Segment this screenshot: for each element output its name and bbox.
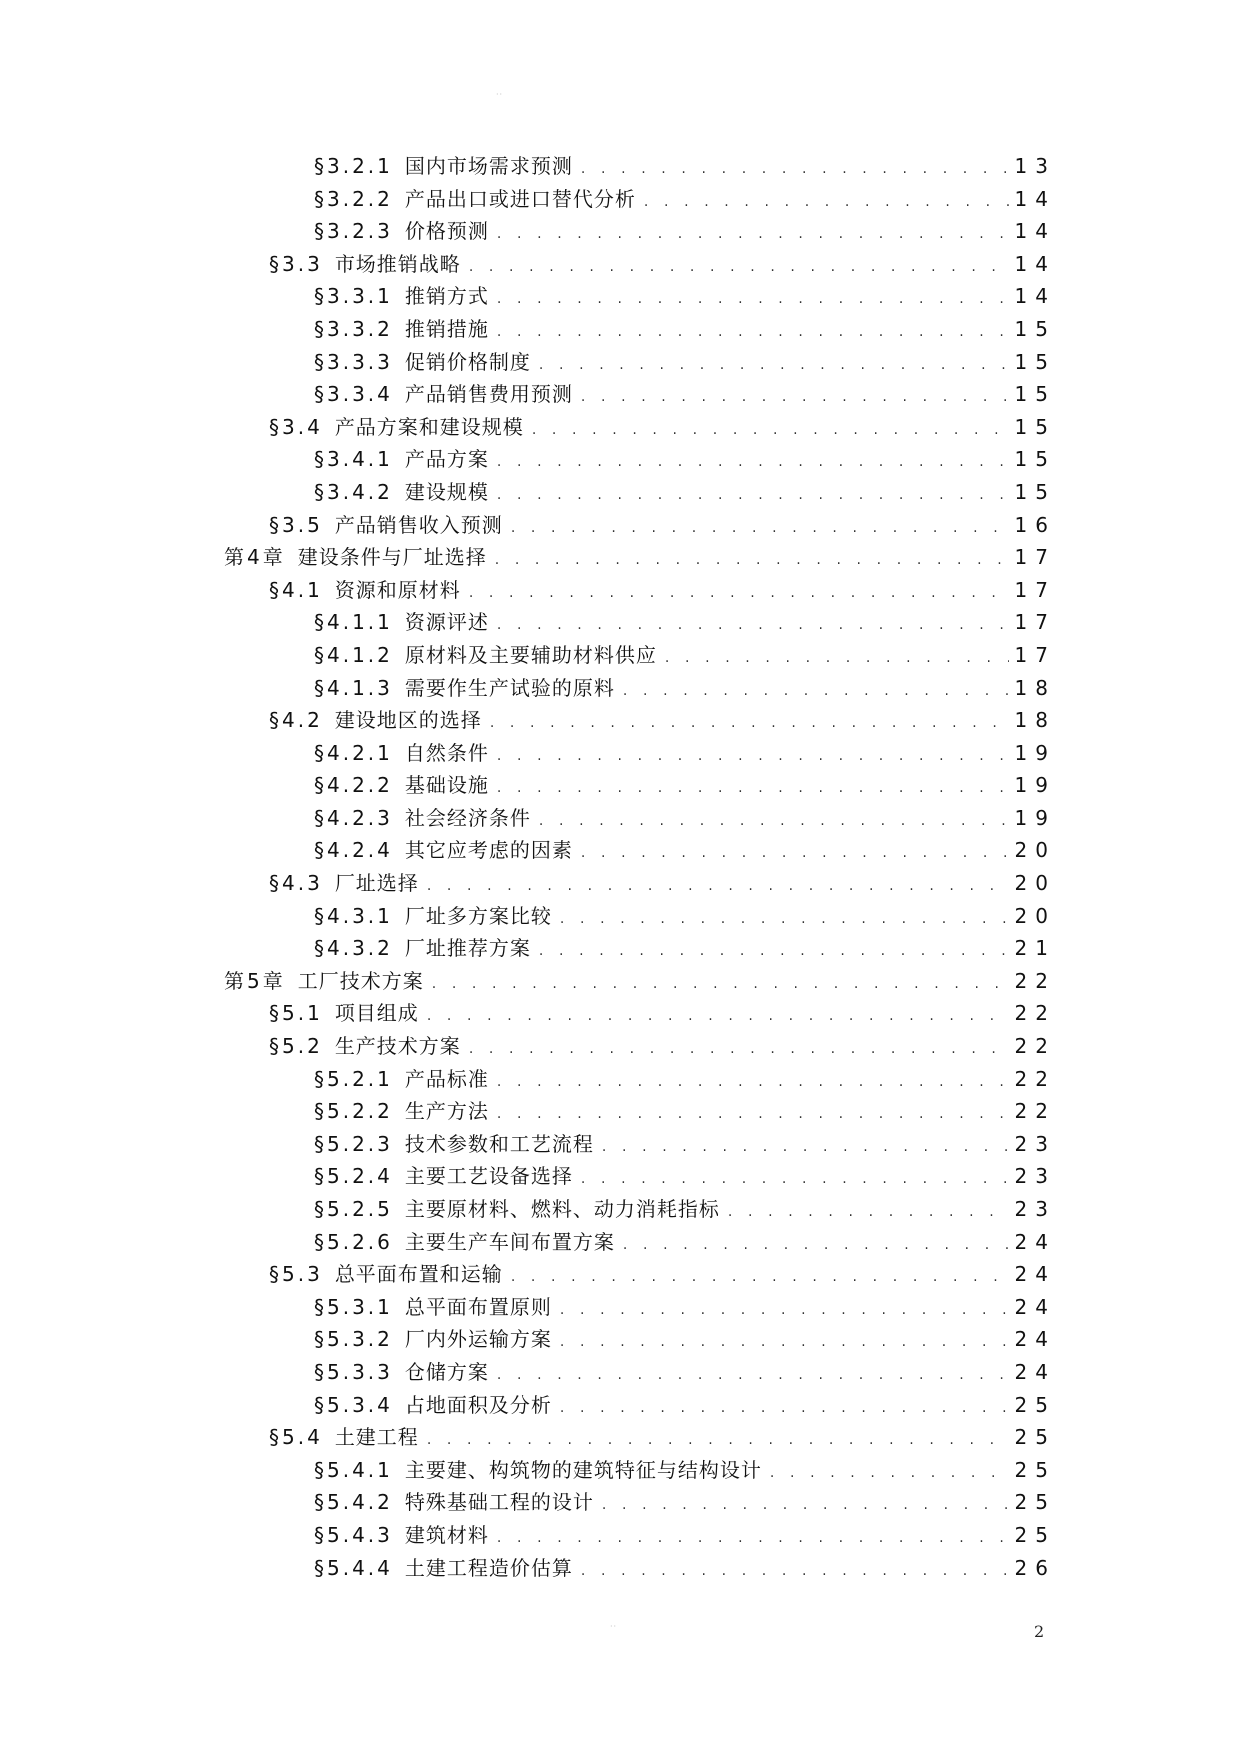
toc-entry-title: 建设条件与厂址选择 (297, 545, 487, 570)
toc-entry-number: §5.3.3 (314, 1359, 393, 1384)
toc-entry-number: §3.4 (269, 414, 323, 439)
toc-entry[interactable] (224, 1421, 1056, 1454)
toc-entry-page: 17 (1014, 642, 1056, 667)
toc-entry-title: 建设规模 (404, 479, 489, 504)
toc-entry-page: 20 (1014, 838, 1056, 863)
toc-entry-number: §4.1 (269, 577, 323, 602)
toc-entry-number: §5.4.4 (314, 1555, 393, 1580)
toc-entry-number: §5.3.4 (314, 1392, 393, 1417)
toc-entry[interactable] (224, 346, 1056, 379)
toc-dot-leader (497, 446, 1009, 479)
toc-entry-number: §4.2.3 (314, 805, 393, 830)
toc-entry-title: 需要作生产试验的原料 (404, 675, 615, 700)
toc-dot-leader (497, 283, 1009, 316)
toc-entry-title: 总平面布置原则 (404, 1294, 552, 1319)
toc-entry-number: §4.1.3 (314, 675, 393, 700)
toc-entry-page: 19 (1014, 773, 1056, 798)
toc-entry[interactable] (224, 704, 1056, 737)
toc-entry-title: 主要生产车间布置方案 (404, 1229, 615, 1254)
toc-entry[interactable] (224, 834, 1056, 867)
toc-entry[interactable] (224, 1226, 1056, 1259)
toc-entry-number: §3.4.2 (314, 479, 393, 504)
header-mark: ·· (496, 90, 504, 99)
toc-dot-leader (469, 1033, 1009, 1066)
toc-entry[interactable] (224, 1095, 1056, 1128)
toc-dot-leader (560, 903, 1009, 936)
toc-dot-leader (427, 870, 1009, 903)
toc-entry-page: 18 (1014, 675, 1056, 700)
toc-dot-leader (490, 707, 1009, 740)
toc-entry-page: 15 (1014, 479, 1056, 504)
toc-dot-leader (511, 1261, 1009, 1294)
toc-entry-page: 20 (1014, 903, 1056, 928)
toc-entry-page: 24 (1014, 1262, 1056, 1287)
toc-entry-number: §5.2.3 (314, 1131, 393, 1156)
toc-entry-title: 主要原材料、燃料、动力消耗指标 (404, 1197, 720, 1221)
toc-entry-page: 19 (1014, 740, 1056, 765)
toc-dot-leader (560, 1392, 1009, 1425)
toc-entry-page: 17 (1014, 577, 1056, 602)
toc-dot-leader (602, 1489, 1009, 1522)
toc-entry[interactable] (224, 443, 1056, 476)
toc-entry-number: §5.3.2 (314, 1327, 393, 1352)
toc-entry-number: §4.1.1 (314, 610, 393, 635)
toc-entry-page: 23 (1014, 1131, 1056, 1156)
toc-entry-title: 建筑材料 (404, 1522, 489, 1547)
toc-entry-title: 生产方法 (404, 1099, 489, 1124)
toc-entry-title: 工厂技术方案 (297, 968, 424, 993)
toc-entry-number: §4.2.2 (314, 773, 393, 798)
toc-entry-number: §3.3.3 (314, 349, 393, 374)
toc-entry-number: §4.3 (269, 871, 323, 896)
toc-entry-title: 建设地区的选择 (334, 708, 482, 733)
toc-entry-title: 基础设施 (404, 773, 489, 798)
toc-entry-page: 14 (1014, 284, 1056, 309)
toc-dot-leader (560, 1294, 1009, 1327)
toc-entry[interactable] (224, 1389, 1056, 1422)
toc-entry-number: §3.2.2 (314, 186, 393, 211)
toc-entry[interactable] (224, 932, 1056, 965)
toc-entry-page: 15 (1014, 414, 1056, 439)
toc-entry-number: §4.2.4 (314, 838, 393, 863)
toc-entry-page: 23 (1014, 1197, 1056, 1221)
toc-entry-title: 社会经济条件 (404, 805, 531, 830)
toc-entry[interactable] (224, 1030, 1056, 1063)
toc-dot-leader (497, 740, 1009, 773)
toc-entry-page: 20 (1014, 871, 1056, 896)
toc-entry[interactable] (224, 1454, 1056, 1487)
toc-entry-page: 25 (1014, 1490, 1056, 1515)
toc-entry-page: 14 (1014, 219, 1056, 244)
toc-entry-title: 产品销售收入预测 (334, 512, 503, 537)
toc-entry-page: 24 (1014, 1327, 1056, 1352)
toc-entry-number: §4.2.1 (314, 740, 393, 765)
toc-entry-number: §3.2.3 (314, 219, 393, 244)
toc-entry-page: 15 (1014, 316, 1056, 341)
toc-entry-page: 23 (1014, 1164, 1056, 1189)
toc-entry[interactable] (224, 183, 1056, 216)
toc-entry-number: §5.4.3 (314, 1522, 393, 1547)
toc-entry-page: 17 (1014, 545, 1056, 570)
toc-entry-page: 24 (1014, 1229, 1056, 1254)
toc-dot-leader (427, 1424, 1009, 1457)
toc-entry-title: 产品标准 (404, 1066, 489, 1091)
toc-entry[interactable] (224, 215, 1056, 248)
toc-entry[interactable] (224, 606, 1056, 639)
toc-dot-leader (728, 1196, 1009, 1229)
toc-entry-page: 15 (1014, 382, 1056, 407)
toc-dot-leader (770, 1457, 1009, 1490)
page-number: 2 (1034, 1622, 1045, 1641)
toc-entry[interactable] (224, 1552, 1056, 1585)
toc-entry[interactable] (224, 1291, 1056, 1324)
toc-entry[interactable] (224, 802, 1056, 835)
toc-dot-leader (497, 1066, 1009, 1099)
toc-entry-title: 主要工艺设备选择 (404, 1164, 573, 1189)
toc-entry-number: §5.3.1 (314, 1294, 393, 1319)
toc-entry[interactable] (224, 1323, 1056, 1356)
toc-entry-page: 22 (1014, 1099, 1056, 1124)
toc-dot-leader (560, 1326, 1009, 1359)
toc-entry[interactable] (224, 965, 1056, 998)
toc-entry-page: 25 (1014, 1522, 1056, 1547)
toc-entry[interactable] (224, 378, 1056, 411)
toc-entry-page: 25 (1014, 1425, 1056, 1450)
table-of-contents (224, 150, 1056, 1584)
toc-entry-number: §3.4.1 (314, 447, 393, 472)
toc-dot-leader (539, 805, 1009, 838)
toc-entry-title: 厂址选择 (334, 871, 419, 896)
toc-dot-leader (495, 544, 1009, 577)
toc-entry[interactable] (224, 900, 1056, 933)
toc-entry-title: 技术参数和工艺流程 (404, 1131, 594, 1156)
toc-entry-number: §3.5 (269, 512, 323, 537)
toc-entry[interactable] (224, 1063, 1056, 1096)
toc-entry-number: §5.4.1 (314, 1457, 393, 1482)
toc-entry-number: §4.3.1 (314, 903, 393, 928)
toc-dot-leader (623, 675, 1009, 708)
toc-entry[interactable] (224, 574, 1056, 607)
toc-entry-number: §5.2 (269, 1034, 323, 1059)
toc-entry-title: 产品销售费用预测 (404, 382, 573, 407)
toc-entry-page: 14 (1014, 251, 1056, 276)
toc-entry-page: 24 (1014, 1359, 1056, 1384)
toc-entry-number: §5.2.5 (314, 1197, 393, 1221)
toc-entry[interactable] (224, 1258, 1056, 1291)
toc-entry-number: §5.2.6 (314, 1229, 393, 1254)
toc-entry-title: 价格预测 (404, 219, 489, 244)
toc-entry[interactable] (224, 313, 1056, 346)
toc-entry[interactable] (224, 639, 1056, 672)
toc-entry-page: 15 (1014, 447, 1056, 472)
toc-entry-number: §5.1 (269, 1001, 323, 1026)
toc-entry[interactable] (224, 280, 1056, 313)
toc-dot-leader (469, 251, 1009, 284)
toc-entry[interactable] (224, 867, 1056, 900)
toc-entry-title: 市场推销战略 (334, 251, 461, 276)
toc-dot-leader (469, 577, 1009, 610)
toc-dot-leader (623, 1229, 1009, 1262)
toc-entry-title: 产品方案 (404, 447, 489, 472)
toc-entry-title: 促销价格制度 (404, 349, 531, 374)
toc-entry[interactable] (224, 541, 1056, 574)
toc-entry-page: 17 (1014, 610, 1056, 635)
toc-entry-title: 其它应考虑的因素 (404, 838, 573, 863)
toc-entry-number: 第5章 (224, 968, 286, 993)
toc-entry-number: §3.2.1 (314, 154, 393, 178)
toc-entry-title: 原材料及主要辅助材料供应 (404, 642, 657, 667)
toc-entry[interactable] (224, 737, 1056, 770)
toc-entry[interactable] (224, 672, 1056, 705)
toc-entry-page: 14 (1014, 186, 1056, 211)
toc-entry-title: 占地面积及分析 (404, 1392, 552, 1417)
toc-entry-title: 总平面布置和运输 (334, 1262, 503, 1287)
toc-entry[interactable] (224, 1486, 1056, 1519)
toc-entry[interactable] (224, 1519, 1056, 1552)
toc-dot-leader (432, 968, 1009, 1001)
toc-entry-title: 厂址推荐方案 (404, 936, 531, 961)
toc-entry-page: 22 (1014, 1001, 1056, 1026)
toc-entry-number: §5.4.2 (314, 1490, 393, 1515)
toc-entry-page: 26 (1014, 1555, 1056, 1580)
toc-entry[interactable] (224, 1160, 1056, 1193)
toc-entry-title: 资源和原材料 (334, 577, 461, 602)
footer-mark: ·· (610, 1622, 618, 1631)
toc-entry-page: 16 (1014, 512, 1056, 537)
toc-entry-title: 土建工程 (334, 1425, 419, 1450)
toc-entry-title: 推销方式 (404, 284, 489, 309)
toc-entry-number: §5.2.1 (314, 1066, 393, 1091)
toc-entry-page: 22 (1014, 968, 1056, 993)
toc-entry-number: §4.1.2 (314, 642, 393, 667)
toc-entry-number: §3.3.4 (314, 382, 393, 407)
toc-entry-page: 25 (1014, 1457, 1056, 1482)
toc-dot-leader (665, 642, 1009, 675)
toc-entry-number: §5.2.2 (314, 1099, 393, 1124)
toc-dot-leader (581, 381, 1009, 414)
toc-dot-leader (497, 772, 1009, 805)
toc-entry[interactable] (224, 997, 1056, 1030)
toc-entry-page: 22 (1014, 1066, 1056, 1091)
toc-entry-number: §4.3.2 (314, 936, 393, 961)
toc-entry-number: §3.3 (269, 251, 323, 276)
toc-entry-page: 18 (1014, 708, 1056, 733)
toc-entry-title: 推销措施 (404, 316, 489, 341)
toc-dot-leader (602, 1131, 1009, 1164)
toc-dot-leader (497, 609, 1009, 642)
toc-entry-title: 自然条件 (404, 740, 489, 765)
toc-dot-leader (497, 1098, 1009, 1131)
toc-dot-leader (581, 153, 1009, 186)
toc-entry-title: 产品方案和建设规模 (334, 414, 524, 439)
toc-entry-title: 资源评述 (404, 610, 489, 635)
toc-entry[interactable] (224, 509, 1056, 542)
toc-entry[interactable] (224, 411, 1056, 444)
toc-entry-page: 24 (1014, 1294, 1056, 1319)
toc-dot-leader (644, 186, 1009, 219)
toc-dot-leader (497, 1522, 1009, 1555)
toc-entry-number: §3.3.2 (314, 316, 393, 341)
toc-entry-title: 特殊基础工程的设计 (404, 1490, 594, 1515)
toc-entry-title: 厂址多方案比较 (404, 903, 552, 928)
toc-entry-page: 15 (1014, 349, 1056, 374)
toc-dot-leader (581, 1163, 1009, 1196)
toc-entry-number: §5.3 (269, 1262, 323, 1287)
toc-dot-leader (497, 218, 1009, 251)
toc-entry-title: 厂内外运输方案 (404, 1327, 552, 1352)
toc-dot-leader (539, 349, 1009, 382)
toc-entry-page: 13 (1014, 154, 1056, 178)
toc-dot-leader (532, 414, 1009, 447)
toc-entry-title: 生产技术方案 (334, 1034, 461, 1059)
toc-entry[interactable] (224, 1193, 1056, 1226)
toc-entry-title: 项目组成 (334, 1001, 419, 1026)
toc-dot-leader (497, 479, 1009, 512)
toc-entry[interactable] (224, 1356, 1056, 1389)
toc-dot-leader (497, 316, 1009, 349)
toc-entry-title: 国内市场需求预测 (404, 154, 573, 178)
toc-dot-leader (427, 1000, 1009, 1033)
toc-entry-page: 19 (1014, 805, 1056, 830)
toc-entry[interactable] (224, 150, 1056, 183)
toc-dot-leader (581, 837, 1009, 870)
toc-dot-leader (539, 935, 1009, 968)
toc-entry-title: 土建工程造价估算 (404, 1555, 573, 1580)
toc-entry-title: 主要建、构筑物的建筑特征与结构设计 (404, 1457, 762, 1482)
toc-entry-number: 第4章 (224, 545, 286, 570)
toc-entry-title: 仓储方案 (404, 1359, 489, 1384)
toc-entry[interactable] (224, 248, 1056, 281)
toc-dot-leader (581, 1555, 1009, 1588)
toc-entry[interactable] (224, 769, 1056, 802)
toc-dot-leader (497, 1359, 1009, 1392)
toc-entry-number: §5.2.4 (314, 1164, 393, 1189)
toc-entry-page: 22 (1014, 1034, 1056, 1059)
toc-entry-number: §3.3.1 (314, 284, 393, 309)
toc-entry-page: 25 (1014, 1392, 1056, 1417)
toc-entry-page: 21 (1014, 936, 1056, 961)
toc-entry[interactable] (224, 476, 1056, 509)
toc-entry-number: §4.2 (269, 708, 323, 733)
toc-entry-title: 产品出口或进口替代分析 (404, 186, 636, 211)
toc-entry-number: §5.4 (269, 1425, 323, 1450)
toc-dot-leader (511, 512, 1009, 545)
toc-entry[interactable] (224, 1128, 1056, 1161)
